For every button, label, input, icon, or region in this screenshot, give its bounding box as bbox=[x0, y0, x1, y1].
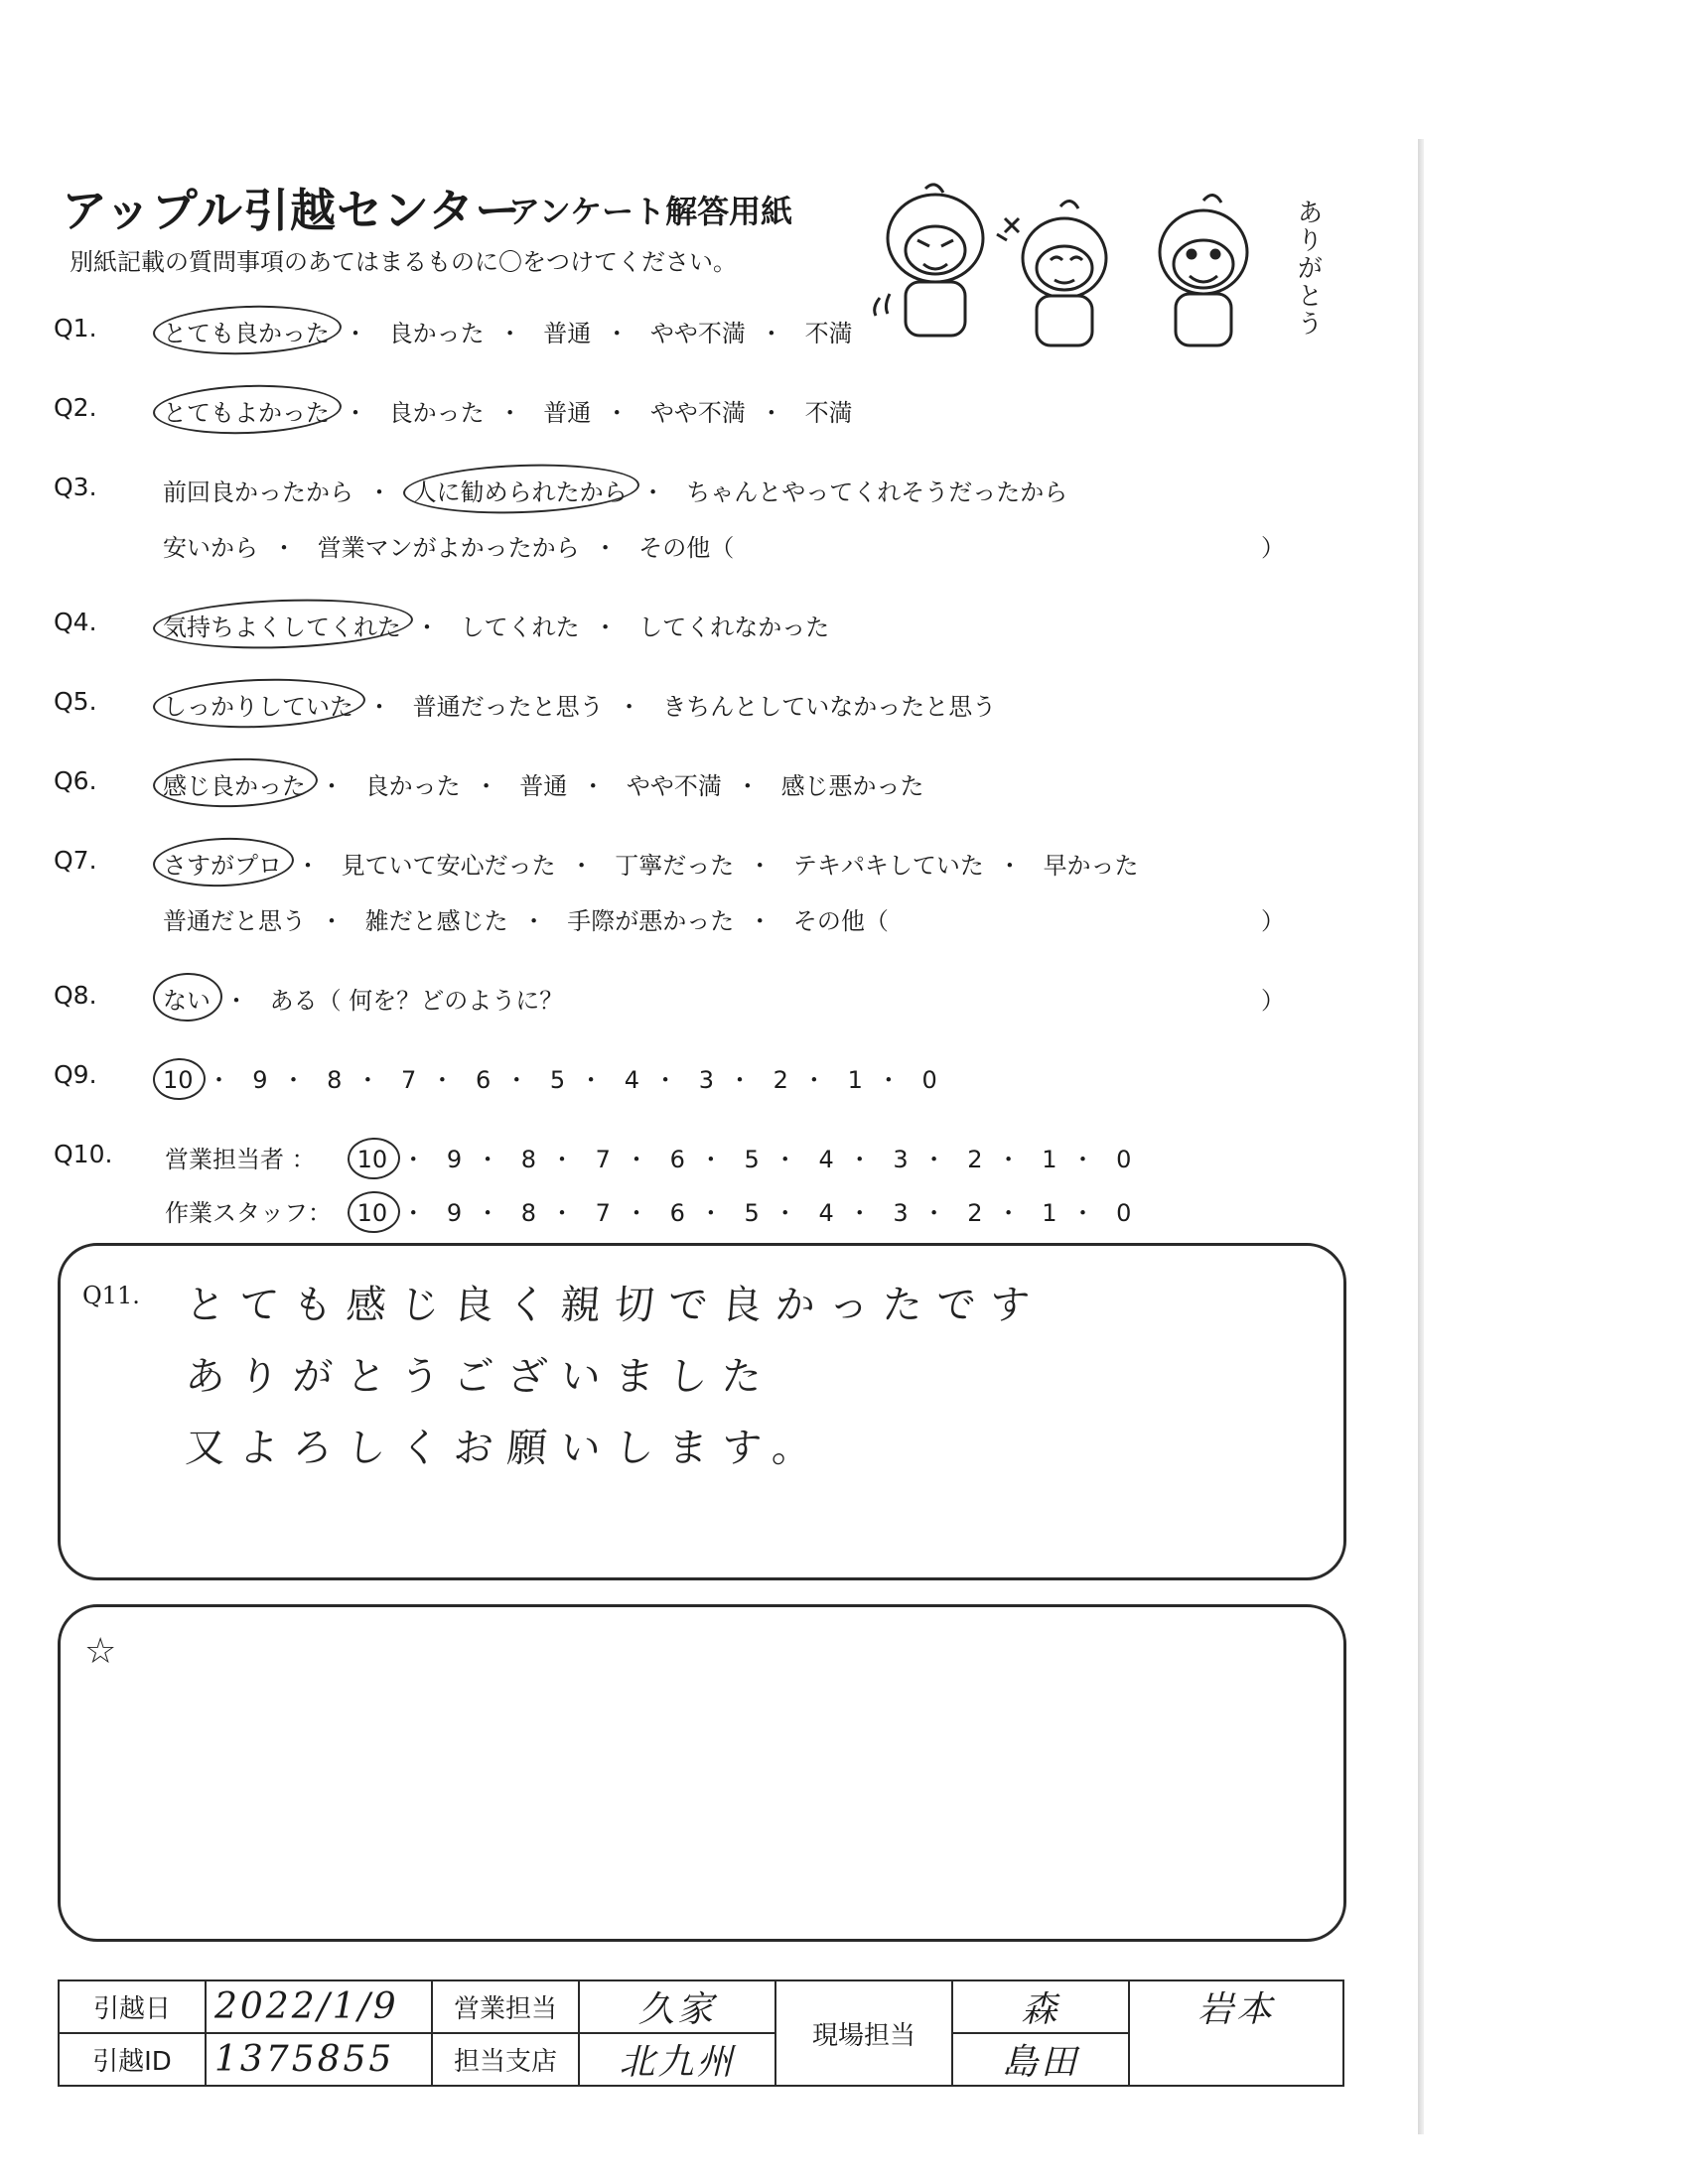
form-subtitle: アンケート解答用紙 bbox=[508, 193, 793, 230]
score[interactable]: 9 bbox=[252, 1066, 268, 1094]
monkey-mascot-icon bbox=[866, 179, 1323, 357]
option-selected[interactable]: しっかりしていた bbox=[163, 687, 353, 722]
score[interactable]: 6 bbox=[669, 1199, 685, 1227]
option[interactable]: 普通だと思う bbox=[163, 907, 306, 935]
score[interactable]: 7 bbox=[401, 1066, 417, 1094]
score[interactable]: 8 bbox=[520, 1146, 537, 1173]
option[interactable]: 良かった bbox=[388, 320, 485, 347]
score[interactable]: 2 bbox=[967, 1146, 983, 1173]
option[interactable]: 手際が悪かった bbox=[567, 907, 735, 935]
option[interactable]: やや不満 bbox=[649, 399, 746, 427]
company-title: アップル引越センター bbox=[62, 184, 522, 237]
option[interactable]: 見ていて安心だった bbox=[341, 852, 556, 880]
score[interactable]: 5 bbox=[549, 1066, 566, 1094]
option[interactable]: ちゃんとやってくれそうだったから bbox=[686, 478, 1068, 506]
options-row: しっかりしていた ・ 普通だったと思う ・ きちんとしていなかったと思う bbox=[163, 687, 996, 722]
option[interactable]: 雑だと感じた bbox=[364, 907, 508, 935]
score[interactable]: 1 bbox=[1042, 1146, 1057, 1173]
option[interactable]: 安いから bbox=[163, 534, 258, 562]
option[interactable]: 普通 bbox=[543, 320, 592, 347]
question-number: Q10. bbox=[54, 1140, 113, 1168]
options-row: 気持ちよくしてくれた ・ してくれた ・ してくれなかった bbox=[163, 608, 829, 642]
score[interactable]: 2 bbox=[967, 1199, 983, 1227]
sales-value: 久家 bbox=[579, 1980, 775, 2033]
site-staff-2: 島田 bbox=[952, 2033, 1129, 2086]
score-row-sales: 営業担当者 ： 10 ・ 9 ・ 8 ・ 7 ・ 6 ・ 5 ・ 4 ・ 3 ・ 2 ・ 1 ・ 0 bbox=[165, 1140, 1131, 1174]
option[interactable]: テキパキしていた bbox=[792, 852, 984, 880]
option[interactable]: 不満 bbox=[804, 399, 853, 427]
score[interactable]: 5 bbox=[744, 1199, 760, 1227]
option[interactable]: 営業マンがよかったから bbox=[317, 534, 580, 562]
handwritten-comment-line: 又よろしくお願いします。 bbox=[184, 1426, 828, 1471]
score[interactable]: 8 bbox=[520, 1199, 537, 1227]
site-staff-3: 岩本 bbox=[1129, 1980, 1343, 2086]
option[interactable]: 普通 bbox=[519, 772, 568, 800]
score-row-staff: 作業スタッフ： 10 ・ 9 ・ 8 ・ 7 ・ 6 ・ 5 ・ 4 ・ 3 ・ 2 ・ 1 ・ 0 bbox=[165, 1193, 1131, 1228]
move-date-value: 2022/1/9 bbox=[206, 1980, 432, 2033]
handwritten-comment-line: とても感じ良く親切で良かったです bbox=[184, 1283, 1046, 1328]
score[interactable]: 5 bbox=[744, 1146, 760, 1173]
question-number: Q9. bbox=[54, 1060, 97, 1089]
score-selected[interactable]: 10 bbox=[356, 1199, 388, 1227]
question-number: Q2. bbox=[54, 393, 97, 422]
option[interactable]: 丁寧だった bbox=[615, 852, 735, 880]
score-selected[interactable]: 10 bbox=[163, 1066, 194, 1094]
score[interactable]: 2 bbox=[773, 1066, 788, 1094]
question-number: Q6. bbox=[54, 766, 97, 795]
option[interactable]: してくれなかった bbox=[638, 614, 830, 641]
option-other[interactable]: その他（ bbox=[792, 907, 889, 935]
score[interactable]: 6 bbox=[475, 1066, 492, 1094]
question-number: Q3. bbox=[54, 473, 97, 501]
score[interactable]: 4 bbox=[818, 1199, 834, 1227]
score[interactable]: 4 bbox=[818, 1146, 834, 1173]
move-id-value: 1375855 bbox=[206, 2033, 432, 2086]
options-row: 普通だと思う ・ 雑だと感じた ・ 手際が悪かった ・ その他（ bbox=[163, 901, 889, 936]
mascot-middle bbox=[997, 201, 1106, 345]
option[interactable]: 不満 bbox=[804, 320, 853, 347]
star-icon: ☆ bbox=[84, 1631, 117, 1672]
option-selected[interactable]: 人に勧められたから bbox=[413, 473, 628, 507]
score[interactable]: 7 bbox=[595, 1199, 611, 1227]
question-number: Q4. bbox=[54, 608, 97, 636]
score[interactable]: 6 bbox=[669, 1146, 685, 1173]
option[interactable]: 普通 bbox=[543, 399, 592, 427]
options-row: とても良かった ・ 良かった ・ 普通 ・ やや不満 ・ 不満 bbox=[163, 314, 853, 348]
option-selected[interactable]: 気持ちよくしてくれた bbox=[163, 608, 401, 642]
option[interactable]: やや不満 bbox=[626, 772, 722, 800]
option[interactable]: 早かった bbox=[1043, 852, 1139, 880]
mascot-left bbox=[875, 185, 983, 336]
option-selected[interactable]: とてもよかった bbox=[163, 393, 330, 428]
options-row: ない ・ ある（ 何を？どのように？ bbox=[163, 981, 563, 1016]
question-number: Q1. bbox=[54, 314, 97, 342]
options-row: 前回良かったから ・ 人に勧められたから ・ ちゃんとやってくれそうだったから bbox=[163, 473, 1067, 507]
score-row-label: 営業担当者 ： bbox=[165, 1146, 316, 1173]
score[interactable]: 1 bbox=[847, 1066, 863, 1094]
options-row: 安いから ・ 営業マンがよかったから ・ その他（ bbox=[163, 528, 734, 563]
score[interactable]: 8 bbox=[327, 1066, 343, 1094]
mascot-right bbox=[1160, 195, 1247, 345]
score[interactable]: 9 bbox=[446, 1146, 463, 1173]
option-selected[interactable]: 感じ良かった bbox=[163, 766, 306, 801]
question-number: Q7. bbox=[54, 846, 97, 875]
scan-page-edge bbox=[1418, 139, 1424, 2134]
move-info-table bbox=[58, 1979, 1344, 2087]
score[interactable]: 0 bbox=[1116, 1199, 1132, 1227]
sales-label: 営業担当 bbox=[432, 1980, 579, 2033]
option[interactable]: してくれた bbox=[460, 614, 580, 641]
site-label: 現場担当 bbox=[775, 1980, 952, 2086]
branch-label: 担当支店 bbox=[432, 2033, 579, 2086]
q11-comment-box[interactable] bbox=[58, 1243, 1346, 1580]
options-row: 感じ良かった ・ 良かった ・ 普通 ・ やや不満 ・ 感じ悪かった bbox=[163, 766, 924, 801]
option-selected[interactable]: とても良かった bbox=[163, 314, 330, 348]
score[interactable]: 4 bbox=[624, 1066, 640, 1094]
score-row: 10 ・ 9 ・ 8 ・ 7 ・ 6 ・ 5 ・ 4 ・ 3 ・ 2 ・ 1 ・ 0 bbox=[163, 1066, 937, 1094]
score[interactable]: 3 bbox=[893, 1199, 909, 1227]
score[interactable]: 7 bbox=[595, 1146, 611, 1173]
handwritten-comment-line: ありがとうございました bbox=[184, 1354, 777, 1400]
score[interactable]: 3 bbox=[893, 1146, 909, 1173]
option[interactable]: 感じ悪かった bbox=[780, 772, 924, 800]
score[interactable]: 1 bbox=[1042, 1199, 1057, 1227]
paren-close: ） bbox=[1261, 534, 1285, 562]
option-selected[interactable]: ない bbox=[163, 981, 211, 1016]
option[interactable]: 良かった bbox=[388, 399, 485, 427]
question-number: Q5. bbox=[54, 687, 97, 716]
option-selected[interactable]: さすがプロ bbox=[163, 846, 282, 881]
branch-value: 北九州 bbox=[579, 2033, 775, 2086]
option[interactable]: やや不満 bbox=[649, 320, 746, 347]
q11-label: Q11. bbox=[82, 1282, 140, 1309]
option[interactable]: ある（ 何を？どのように？ bbox=[269, 987, 564, 1015]
score[interactable]: 9 bbox=[446, 1199, 463, 1227]
option[interactable]: 良かった bbox=[364, 772, 461, 800]
thanks-text: ありがとう bbox=[1293, 199, 1323, 338]
score-selected[interactable]: 10 bbox=[356, 1146, 388, 1173]
paren-close: ） bbox=[1261, 907, 1285, 935]
option[interactable]: 前回良かったから bbox=[163, 478, 353, 506]
site-staff-1: 森 bbox=[952, 1980, 1129, 2033]
options-row: とてもよかった ・ 良かった ・ 普通 ・ やや不満 ・ 不満 bbox=[163, 393, 853, 428]
score[interactable]: 3 bbox=[698, 1066, 714, 1094]
question-number: Q8. bbox=[54, 981, 97, 1010]
option[interactable]: 普通だったと思う bbox=[412, 693, 604, 721]
move-date-label: 引越日 bbox=[59, 1980, 206, 2033]
score[interactable]: 0 bbox=[1116, 1146, 1132, 1173]
score-row-label: 作業スタッフ： bbox=[165, 1199, 332, 1227]
notes-box[interactable] bbox=[58, 1604, 1346, 1942]
option[interactable]: きちんとしていなかったと思う bbox=[662, 693, 997, 721]
options-row: さすがプロ ・ 見ていて安心だった ・ 丁寧だった ・ テキパキしていた ・ 早かった bbox=[163, 846, 1139, 881]
move-id-label: 引越ID bbox=[59, 2033, 206, 2086]
form-instruction: 別紙記載の質問事項のあてはまるものに〇をつけてください。 bbox=[70, 248, 737, 276]
score[interactable]: 0 bbox=[921, 1066, 937, 1094]
paren-close: ） bbox=[1261, 987, 1285, 1015]
option-other[interactable]: その他（ bbox=[638, 534, 735, 562]
